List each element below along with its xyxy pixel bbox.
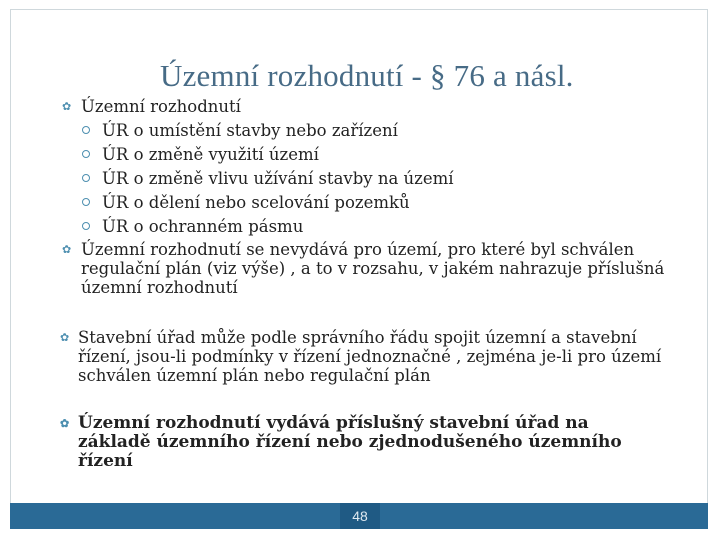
bullet-text-line: Územní rozhodnutí vydává příslušný stavební úřad na [78, 413, 589, 433]
bullet-text-line: řízení, jsou-li podmínky v řízení jednoznačné , zejména je-li pro území [78, 347, 662, 366]
flower-bullet-icon: ✿ [60, 331, 70, 344]
page-number: 48 [352, 508, 368, 524]
sub-bullet-text: ÚR o změně vlivu užívání stavby na území [102, 169, 454, 188]
sub-bullet-item [82, 217, 303, 236]
flower-bullet-icon: ✿ [62, 243, 72, 256]
sub-bullet-text: ÚR o změně využití území [102, 145, 319, 164]
sub-bullet-text: ÚR o dělení nebo scelování pozemků [102, 193, 410, 212]
slide-title: Územní rozhodnutí - § 76 a násl. [160, 58, 574, 93]
bullet-text-line: schválen územní plán nebo regulační plán [78, 366, 431, 385]
sub-bullet-text: ÚR o umístění stavby nebo zařízení [102, 121, 398, 140]
circle-bullet-icon [82, 174, 90, 182]
bullet-text-line: regulační plán (viz výše) , a to v rozsahu, v jakém nahrazuje příslušná [81, 259, 665, 278]
bullet-text-line: řízení [78, 451, 133, 471]
bullet-item [62, 97, 241, 116]
bullet-item [60, 414, 622, 471]
bullet-text-line: základě územního řízení nebo zjednodušeného územního [78, 432, 622, 452]
flower-bullet-icon: ✿ [62, 100, 72, 113]
circle-bullet-icon [82, 198, 90, 206]
bullet-item [60, 328, 661, 385]
bullet-text-line: Stavební úřad může podle správního řádu spojit územní a stavební [78, 328, 637, 347]
circle-bullet-icon [82, 222, 90, 230]
sub-bullet-text: ÚR o ochranném pásmu [102, 217, 304, 236]
bullet-text-line: Územní rozhodnutí [81, 97, 241, 116]
bullet-item [62, 240, 664, 297]
circle-bullet-icon [82, 126, 90, 134]
bullet-text-line: Územní rozhodnutí se nevydává pro území, pro které byl schválen [81, 240, 635, 259]
sub-bullet-item [82, 193, 410, 212]
sub-bullet-item [82, 145, 319, 164]
flower-bullet-icon: ✿ [60, 417, 70, 430]
sub-bullet-item [82, 169, 454, 188]
circle-bullet-icon [82, 150, 90, 158]
bullet-text-line: územní rozhodnutí [81, 278, 238, 297]
sub-bullet-item [82, 121, 398, 140]
